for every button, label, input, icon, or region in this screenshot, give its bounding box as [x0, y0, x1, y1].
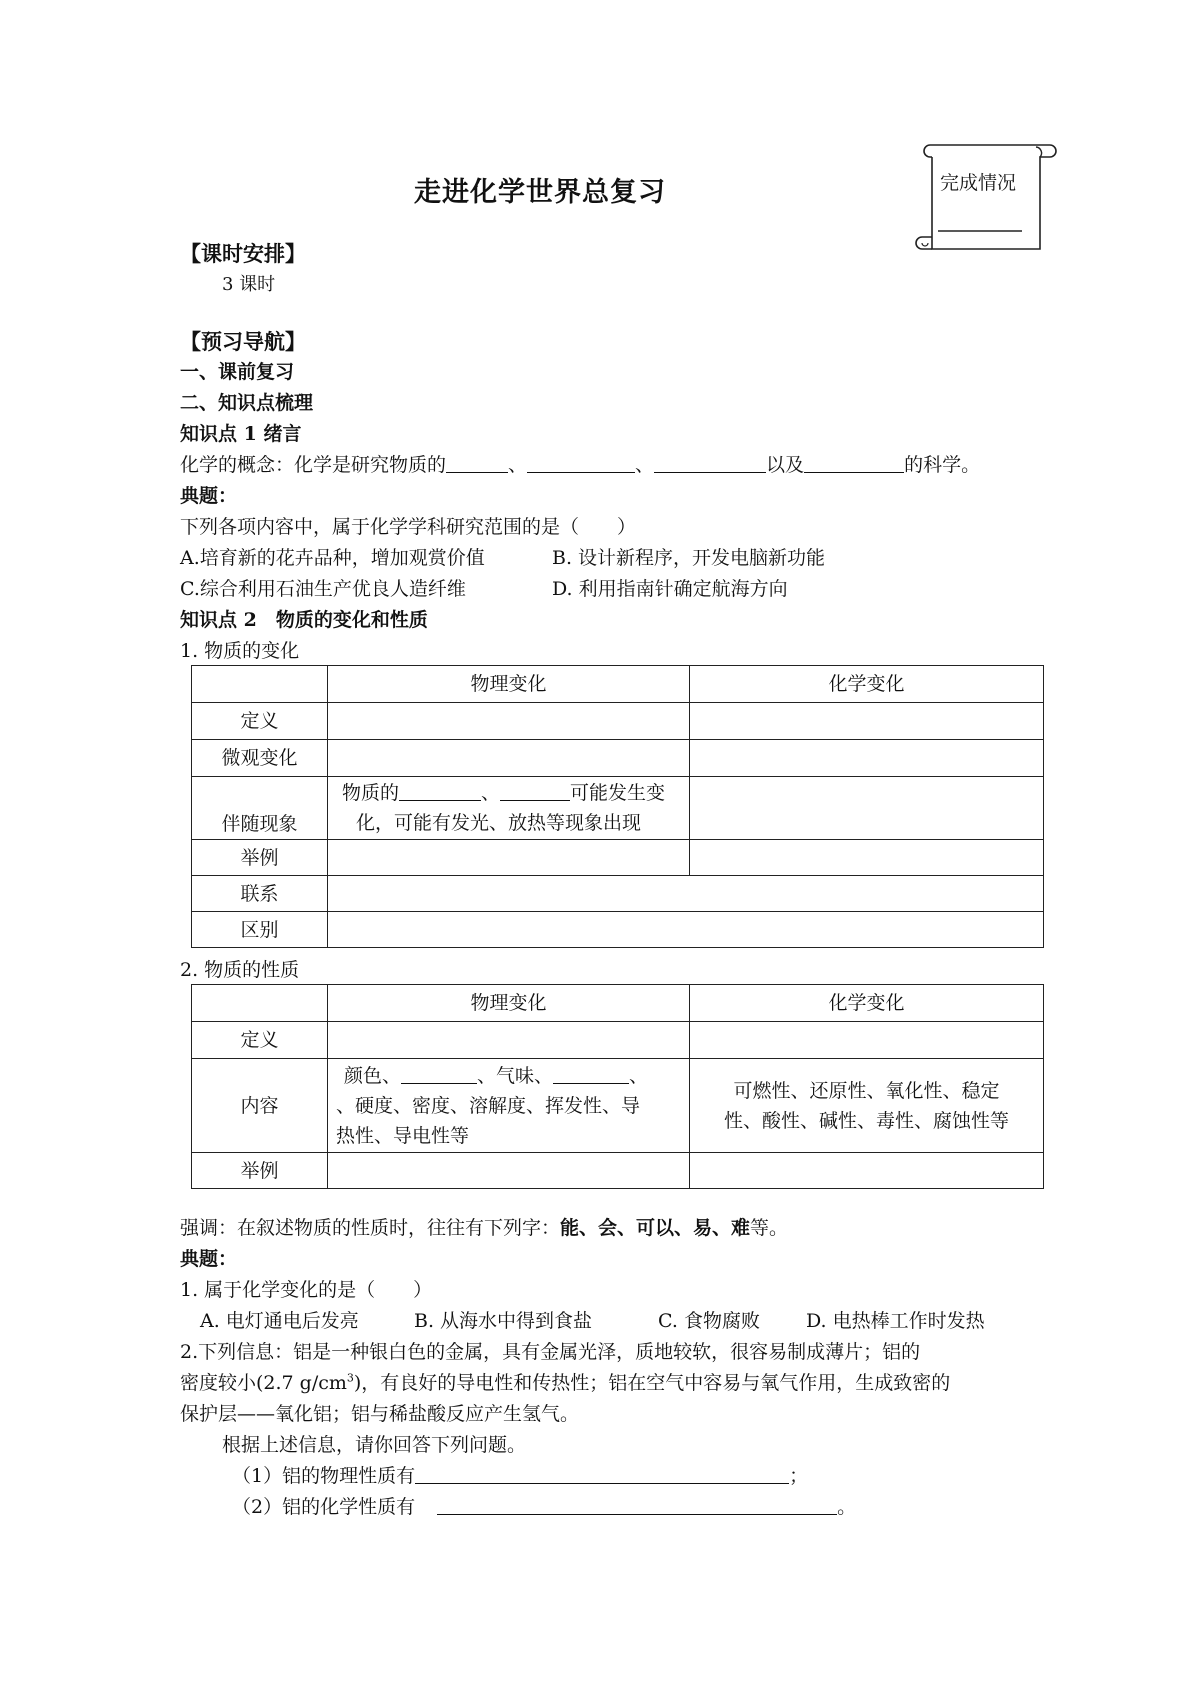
cell-text: 可能发生变: [570, 782, 666, 804]
q2-text: 密度较小(2.7 g/cm: [180, 1372, 347, 1394]
cell-text: 颜色、: [344, 1064, 402, 1087]
table-cell: [328, 777, 690, 840]
table-cell[interactable]: [690, 1153, 1044, 1189]
q2-sub1: [232, 1461, 808, 1488]
preview-heading: 【预习导航】: [180, 329, 306, 354]
kp1-options-row1: [180, 543, 825, 570]
completion-label: 完成情况: [940, 172, 1017, 194]
kp2-example-heading: 典题：: [180, 1248, 238, 1270]
blank-field[interactable]: [527, 453, 635, 473]
cell-text: 热性、导电性等: [336, 1124, 470, 1147]
kp1-example-heading: 典题：: [180, 485, 238, 507]
table-cell[interactable]: [328, 1153, 690, 1189]
q1-options: [200, 1306, 985, 1333]
cell-text: 、硬度、密度、溶解度、挥发性、导: [336, 1094, 641, 1117]
table-cell[interactable]: [328, 912, 1044, 948]
row-label: 区别: [192, 912, 328, 948]
cell-text: 、: [629, 1064, 649, 1087]
punct: ；: [789, 1465, 809, 1487]
separator: 、: [481, 782, 501, 804]
row-label: 举例: [192, 840, 328, 876]
option-b[interactable]: B. 设计新程序，开发电脑新功能: [552, 547, 826, 569]
emphasis-line: [180, 1213, 788, 1240]
emphasis-prefix: 强调：在叙述物质的性质时，往往有下列字：: [180, 1217, 561, 1239]
q2-text: )，有良好的导电性和传热性；铝在空气中容易与氧气作用，生成致密的: [353, 1372, 951, 1394]
section-review: 一、课前复习: [180, 361, 295, 383]
table-row: [192, 666, 1044, 703]
table-row: [192, 985, 1044, 1022]
schedule-value: 3 课时: [222, 274, 276, 295]
punct: 。: [837, 1496, 857, 1518]
table-cell[interactable]: [690, 777, 1044, 840]
answer-blank[interactable]: [415, 1464, 789, 1484]
table-row: [192, 1153, 1044, 1189]
q2-sub-text: （1）铝的物理性质有: [232, 1465, 416, 1487]
kp1-question: 下列各项内容中，属于化学学科研究范围的是（ ）: [180, 516, 637, 538]
superscript: 3: [346, 1371, 354, 1385]
emphasis-words: 能、会、可以、易、难: [560, 1217, 751, 1239]
option-c[interactable]: C. 食物腐败: [658, 1310, 760, 1332]
concept-suffix: 的科学。: [904, 454, 981, 476]
schedule-heading: 【课时安排】: [180, 241, 306, 266]
kp2-sub1: 1. 物质的变化: [180, 640, 300, 662]
table-row: [192, 703, 1044, 740]
table-cell[interactable]: [328, 876, 1044, 912]
cell-text: 、气味、: [477, 1064, 554, 1087]
table-header: [192, 985, 328, 1022]
table-header: 物理变化: [328, 985, 690, 1022]
cell-text: 物质的: [342, 782, 400, 804]
q2-sub2: [232, 1492, 856, 1519]
table-row: [192, 876, 1044, 912]
table-header: 化学变化: [690, 666, 1044, 703]
answer-blank[interactable]: [437, 1495, 837, 1515]
blank-field[interactable]: [399, 781, 481, 801]
table-cell[interactable]: [690, 1022, 1044, 1059]
cell-text: 化，可能有发光、放热等现象出现: [356, 812, 642, 834]
table-cell[interactable]: [328, 740, 690, 777]
section-knowledge: 二、知识点梳理: [180, 392, 314, 414]
blank-field[interactable]: [446, 453, 508, 473]
q1-text: 1. 属于化学变化的是（ ）: [180, 1279, 433, 1301]
q2-line2: [180, 1368, 950, 1395]
table-cell[interactable]: [328, 1022, 690, 1059]
option-a[interactable]: A. 电灯通电后发亮: [200, 1310, 359, 1332]
kp2-sub2: 2. 物质的性质: [180, 959, 300, 981]
table-cell[interactable]: [328, 840, 690, 876]
blank-field[interactable]: [500, 781, 570, 801]
table-row: [192, 912, 1044, 948]
table-row: [192, 777, 1044, 840]
emphasis-suffix: 等。: [750, 1217, 789, 1239]
blank-field[interactable]: [654, 453, 766, 473]
table-row: [192, 740, 1044, 777]
option-d[interactable]: D. 电热棒工作时发热: [806, 1310, 985, 1332]
scroll-icon: [910, 133, 1060, 263]
row-label: 联系: [192, 876, 328, 912]
blank-field[interactable]: [804, 453, 904, 473]
option-b[interactable]: B. 从海水中得到食盐: [414, 1310, 593, 1332]
change-table: [191, 665, 1044, 948]
property-table: [191, 984, 1044, 1189]
separator: 、: [508, 454, 528, 476]
cell-text: 性、酸性、碱性、毒性、腐蚀性等: [723, 1109, 1009, 1132]
option-d[interactable]: D. 利用指南针确定航海方向: [552, 578, 788, 600]
q2-prompt: 根据上述信息，请你回答下列问题。: [222, 1434, 527, 1456]
table-cell: [328, 1059, 690, 1153]
row-label: 微观变化: [192, 740, 328, 777]
option-a[interactable]: A.培育新的花卉品种，增加观赏价值: [180, 547, 485, 569]
table-row: [192, 840, 1044, 876]
table-row: [192, 1022, 1044, 1059]
table-row: [192, 1059, 1044, 1153]
row-label: 伴随现象: [192, 777, 328, 840]
row-label: 定义: [192, 703, 328, 740]
cell-text: 可燃性、还原性、氧化性、稳定: [733, 1079, 1000, 1102]
kp1-heading: 知识点 1 绪言: [180, 423, 302, 445]
blank-field[interactable]: [401, 1064, 477, 1084]
q2-line3: 保护层——氧化铝；铝与稀盐酸反应产生氢气。: [180, 1403, 580, 1425]
table-cell[interactable]: [690, 703, 1044, 740]
kp1-concept: [180, 450, 980, 477]
kp1-options-row2: [180, 574, 788, 601]
row-label: 举例: [192, 1153, 328, 1189]
table-header: 物理变化: [328, 666, 690, 703]
table-cell[interactable]: [690, 840, 1044, 876]
q2-line1: 2.下列信息：铝是一种银白色的金属，具有金属光泽，质地较软，很容易制成薄片；铝的: [180, 1341, 921, 1363]
q2-sub-text: （2）铝的化学性质有: [232, 1496, 416, 1518]
table-header: 化学变化: [690, 985, 1044, 1022]
blank-field[interactable]: [553, 1064, 629, 1084]
table-cell[interactable]: [328, 703, 690, 740]
concept-prefix: 化学的概念：化学是研究物质的: [180, 454, 447, 476]
separator: 、: [635, 454, 655, 476]
table-cell[interactable]: [690, 740, 1044, 777]
concept-mid: 以及: [766, 454, 805, 476]
kp2-heading: 知识点 2 物质的变化和性质: [180, 609, 428, 631]
row-label: 内容: [192, 1059, 328, 1153]
page-title: 走进化学世界总复习: [414, 177, 666, 208]
row-label: 定义: [192, 1022, 328, 1059]
option-c[interactable]: C.综合利用石油生产优良人造纤维: [180, 578, 466, 600]
table-cell: [690, 1059, 1044, 1153]
table-header: [192, 666, 328, 703]
